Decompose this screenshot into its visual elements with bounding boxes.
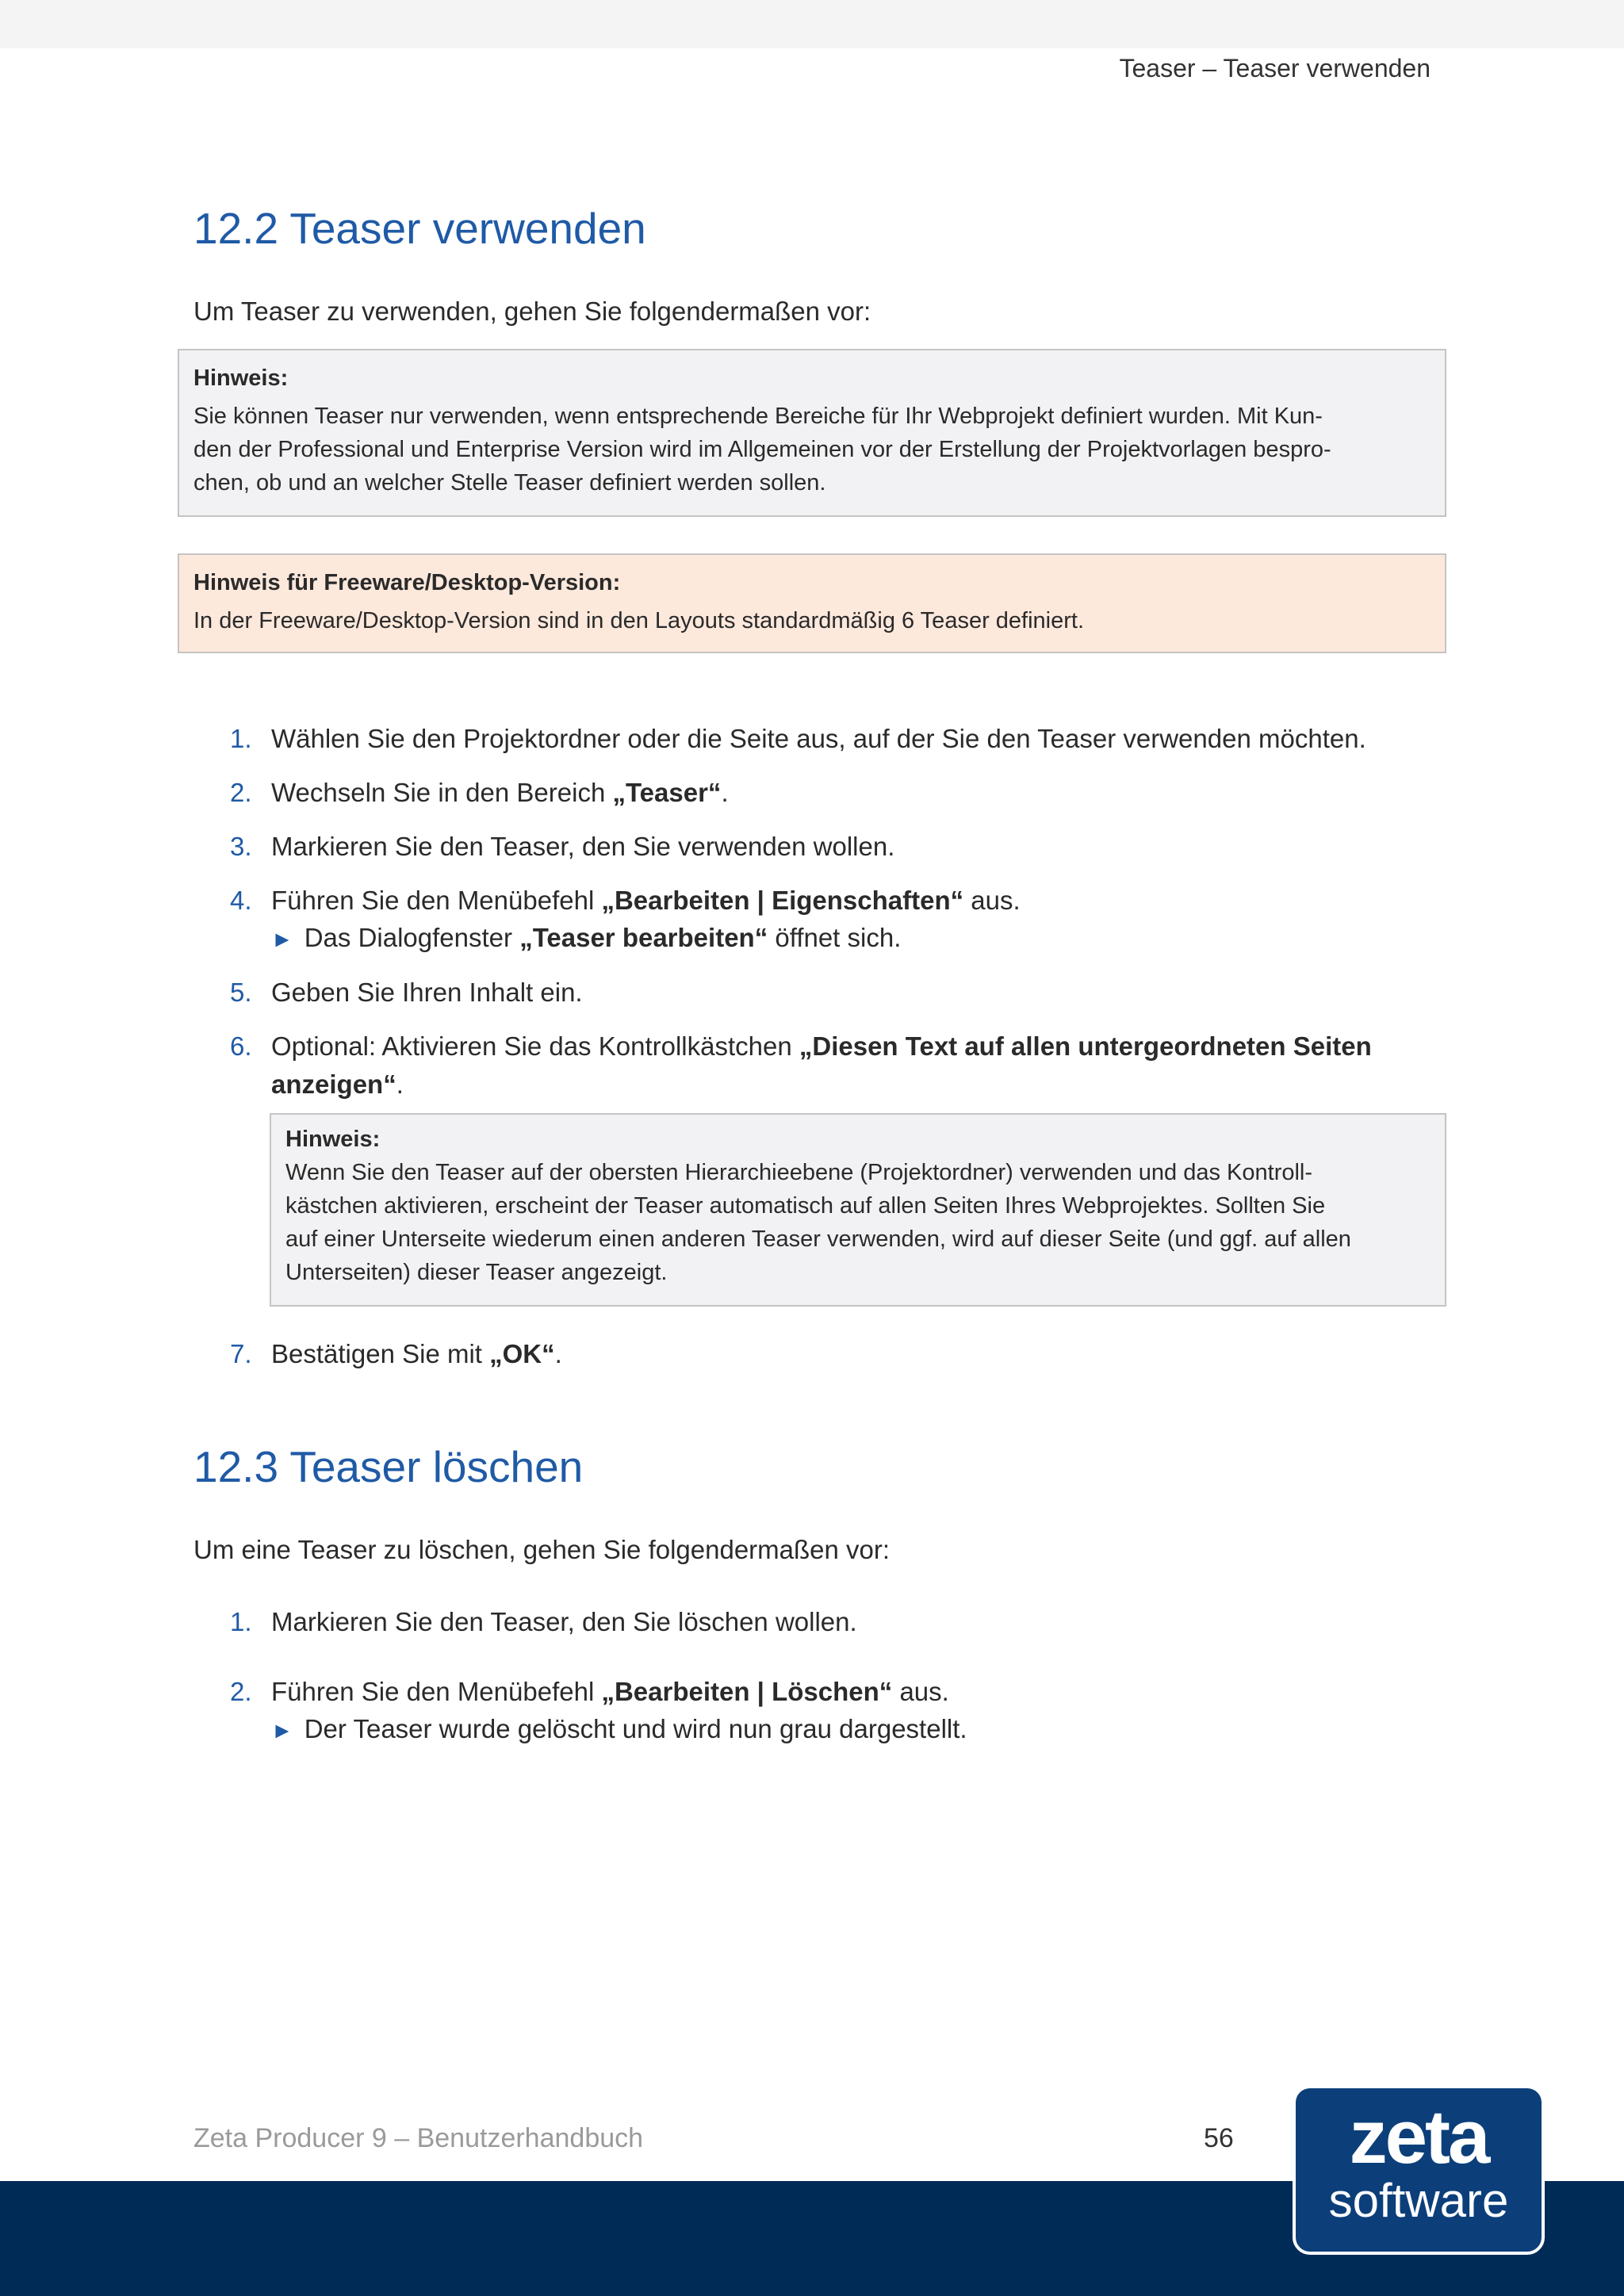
note-line: kästchen aktivieren, erscheint der Teaser automatisch auf allen Seiten Ihres Webprojektes. Sollten Sie	[285, 1193, 1326, 1219]
step-note-box	[270, 1113, 1446, 1307]
step-result	[271, 923, 901, 953]
step-text: Wechseln Sie in den Bereich	[271, 778, 613, 807]
result-emphasis: „Teaser bearbeiten“	[519, 923, 768, 952]
step-number: 6.	[230, 1031, 252, 1061]
result-arrow-icon: ►	[271, 927, 293, 951]
freeware-note-text: In der Freeware/Desktop-Version sind in den Layouts standardmäßig 6 Teaser definiert.	[193, 608, 1085, 633]
note-line: chen, ob und an welcher Stelle Teaser definiert werden sollen.	[193, 470, 826, 496]
note-line: den der Professional und Enterprise Version wird im Allgemeinen vor der Erstellung der Projektvorlagen bespro-	[193, 437, 1331, 462]
step-text: Geben Sie Ihren Inhalt ein.	[271, 978, 583, 1007]
step-number: 4.	[230, 886, 252, 915]
section-heading-12-3: 12.3 Teaser löschen	[193, 1442, 584, 1491]
section-intro-12-3: Um eine Teaser zu löschen, gehen Sie folgendermaßen vor:	[193, 1535, 891, 1564]
freeware-note-box	[178, 553, 1446, 653]
result-text-end: öffnet sich.	[768, 923, 902, 952]
step-number: 1.	[230, 1607, 252, 1636]
result-text: Der Teaser wurde gelöscht und wird nun grau dargestellt.	[304, 1714, 967, 1743]
step-emphasis: anzeigen“	[271, 1070, 396, 1099]
section-heading-12-2: 12.2 Teaser verwenden	[193, 204, 646, 253]
step-emphasis: „Teaser“	[612, 778, 722, 807]
note-title: Hinweis:	[193, 365, 289, 391]
step-emphasis: „Bearbeiten | Eigenschaften“	[601, 886, 964, 915]
logo-wordmark-bottom: software	[1328, 2174, 1509, 2227]
step-number: 5.	[230, 978, 252, 1007]
result-arrow-icon: ►	[271, 1718, 293, 1743]
note-line: Wenn Sie den Teaser auf der obersten Hierarchieebene (Projektordner) verwenden und das Kontroll-	[285, 1160, 1313, 1185]
note-line: auf einer Unterseite wiederum einen anderen Teaser verwenden, wird auf dieser Seite (und ggf. auf allen	[285, 1226, 1351, 1252]
step-emphasis: „Bearbeiten | Löschen“	[601, 1677, 893, 1706]
freeware-note-title: Hinweis für Freeware/Desktop-Version:	[193, 570, 621, 595]
note-line: Unterseiten) dieser Teaser angezeigt.	[285, 1260, 668, 1285]
step-number: 2.	[230, 1677, 252, 1706]
step-emphasis: „Diesen Text auf allen untergeordneten Seiten	[799, 1031, 1372, 1061]
footer-book-title: Zeta Producer 9 – Benutzerhandbuch	[193, 2123, 644, 2153]
step-emphasis: „OK“	[489, 1339, 555, 1368]
section-intro-12-2: Um Teaser zu verwenden, gehen Sie folgendermaßen vor:	[193, 297, 871, 326]
step-number: 2.	[230, 778, 252, 807]
zeta-software-logo	[1293, 2085, 1545, 2255]
step-number: 7.	[230, 1339, 252, 1368]
step-number: 3.	[230, 832, 252, 861]
page-number: 56	[1204, 2123, 1234, 2153]
step-result	[271, 1714, 967, 1744]
step-text: Markieren Sie den Teaser, den Sie löschen wollen.	[271, 1607, 857, 1636]
step-text-end: aus.	[963, 886, 1021, 915]
note-line: Sie können Teaser nur verwenden, wenn entsprechende Bereiche für Ihr Webprojekt definiert wurden. Mit Kun-	[193, 404, 1323, 429]
step-text-end: .	[721, 778, 729, 807]
step-text-end: .	[396, 1070, 404, 1099]
top-strip	[0, 0, 1624, 48]
step-text: Führen Sie den Menübefehl	[271, 886, 602, 915]
step-text-end: .	[554, 1339, 562, 1368]
note-box	[178, 349, 1446, 517]
step-text: Führen Sie den Menübefehl	[271, 1677, 602, 1706]
running-header: Teaser – Teaser verwenden	[1119, 54, 1431, 82]
step-text: Markieren Sie den Teaser, den Sie verwenden wollen.	[271, 832, 895, 861]
step-text: Bestätigen Sie mit	[271, 1339, 490, 1368]
logo-wordmark-top: zeta	[1349, 2095, 1488, 2179]
step-text: Wählen Sie den Projektordner oder die Seite aus, auf der Sie den Teaser verwenden möchten.	[271, 724, 1366, 753]
step-text: Optional: Aktivieren Sie das Kontrollkästchen	[271, 1031, 799, 1061]
result-text: Das Dialogfenster	[304, 923, 520, 952]
note-title: Hinweis:	[285, 1127, 381, 1152]
step-text-end: aus.	[892, 1677, 949, 1706]
step-number: 1.	[230, 724, 252, 753]
